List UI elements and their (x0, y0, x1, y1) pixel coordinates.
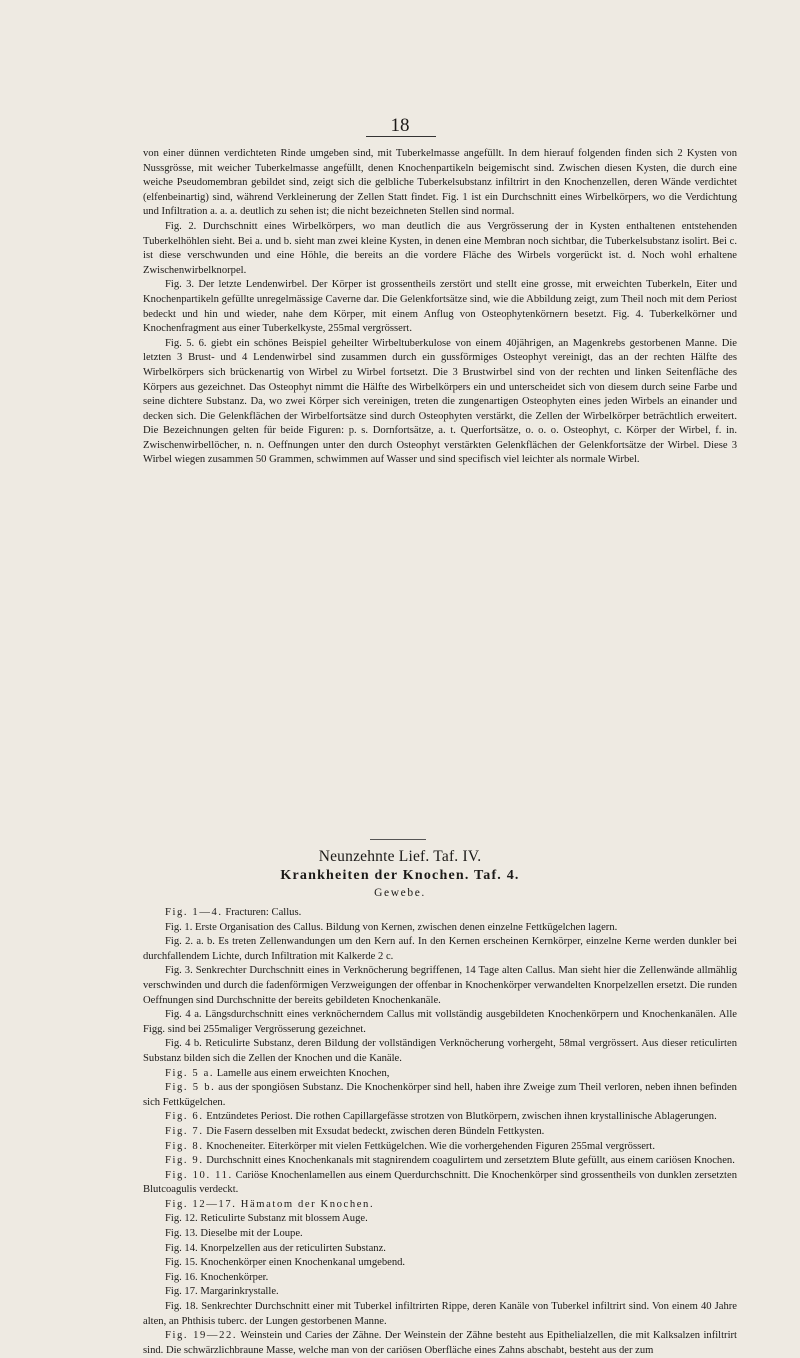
figure-entry (143, 906, 737, 921)
figure-text: Dieselbe mit der Loupe. (197, 1228, 303, 1240)
figure-label: Fig. 2. a. b. (165, 936, 215, 948)
paragraph: Fig. 3. Der letzte Lendenwirbel. Der Körper ist grossentheils zerstört und stellt eine grosse, mit erweichten Tuberkeln, Eiter und Knochenpartikeln gefüllte unregelmässige Caverne dar. Die Gelenkfortsätze sind, wie die Abbildung zeigt, zum Theil noch mit dem Periost bedeckt und hin und wieder, nahe dem Körper, mit einem Anflug von Osteophytenkörnern besetzt. Fig. 4. Tuberkelkörner und Knochenfragment aus einer Tuberkelkyste, 255mal vergrössert. (143, 279, 737, 335)
figure-entry (143, 1110, 737, 1125)
figure-label: Fig. 16. (165, 1271, 198, 1283)
figure-label: Fig. 1—4. (165, 907, 223, 918)
figure-label: Fig. 14. (165, 1242, 198, 1254)
figure-label: Fig. 19—22. (165, 1330, 238, 1342)
figure-entry (143, 1067, 737, 1082)
figure-entry (143, 1212, 737, 1227)
figure-label: Fig. 6. (165, 1111, 204, 1123)
figure-entry (143, 1169, 737, 1198)
figure-label: Fig. 12. (165, 1213, 198, 1225)
figure-entry (143, 1008, 737, 1037)
section-subsubtitle: Gewebe. (374, 887, 426, 899)
section-subtitle: Krankheiten der Knochen. Taf. 4. (280, 868, 520, 883)
figure-entry (143, 1271, 737, 1286)
figure-text: Reticulirte Substanz mit blossem Auge. (197, 1213, 368, 1225)
figure-entry (143, 1037, 737, 1066)
figure-label: Fig. 4 b. (165, 1038, 202, 1050)
figure-label: Fig. 4 a. (165, 1009, 202, 1021)
section-divider (370, 839, 426, 840)
page-number: 18 (390, 115, 410, 136)
figure-label: Fig. 18. (165, 1301, 199, 1313)
figure-label: Fig. 5 b. (165, 1082, 216, 1094)
figure-text: Knorpelzellen aus der reticulirten Substanz. (197, 1242, 386, 1254)
figure-text: Hämatom der Knochen. (236, 1198, 375, 1210)
paragraph: von einer dünnen verdichteten Rinde umgeben sind, mit Tuberkelmasse angefüllt. In dem hierauf folgenden finden sich 2 Kysten von Nussgrösse, mit weicher Tuberkelmasse angefüllt, denen Knochenpartikeln beigemischt sind. Zwischen diesen Kysten, die durch eine weiche Pseudomembran gebildet sind, zeigt sich die gelbliche Tuberkelsubstanz infiltrirt in den Knochenzellen, deren Wände verdichtet (elfenbeinartig) sind, während Verkleinerung der Zellen Statt findet. Fig. 1 ist ein Durchschnitt eines Wirbelkörpers, wo die Verdichtung und Infiltration a. a. a. deutlich zu sehen ist; die nicht bezeichneten Stellen sind normal. (143, 148, 737, 218)
figure-label: Fig. 10. 11. (165, 1169, 233, 1181)
figure-label: Fig. 13. (165, 1228, 198, 1240)
figure-label: Fig. 9. (165, 1155, 204, 1167)
header-rule (366, 136, 436, 137)
figure-entry (143, 1140, 737, 1155)
figure-text: Knochenkörper einen Knochenkanal umgebend. (197, 1257, 406, 1269)
figure-text: Senkrechter Durchschnitt einer mit Tuberkel infiltrirten Rippe, deren Kanäle von Tuberkel infiltrirt sind. Von einem 40 Jahre alten, an Phthisis tuberc. der Lungen gestorbenen Manne. (143, 1301, 738, 1327)
section-title: Neunzehnte Lief. Taf. IV. (318, 848, 482, 865)
figure-entry (143, 1198, 737, 1213)
figure-text: Durchschnitt eines Knochenkanals mit stagnirendem coagulirtem und zersetztem Blute gefüllt, aus einem cariösen Knochen. (203, 1155, 735, 1167)
figure-text: Senkrechter Durchschnitt eines in Verknöcherung begriffenen, 14 Tage alten Callus. Man sieht hier die Zellenwände allmählig verschwinden und durch die fadenförmigen Verzweigungen der offenbar in Knochenkörper verwandelten Knorpelzellen ersetzt. Die runden Oeffnungen sind Durchschnitte der bereits gebildeten Knochenkanäle. (143, 965, 738, 1006)
figure-text: Lamelle aus einem erweichten Knochen, (214, 1067, 390, 1079)
figure-descriptions (143, 906, 737, 1358)
figure-entry (143, 1285, 737, 1300)
figure-label: Fig. 15. (165, 1257, 198, 1269)
figure-text: Margarinkrystalle. (197, 1286, 279, 1298)
figure-text: Weinstein und Caries der Zähne. Der Weinstein der Zähne besteht aus Epithelialzellen, die mit Kalksalzen infiltrirt sind. Die schwärzlichbraune Masse, welche man von der cariösen Oberfläche eines Zahns abschabt, besteht aus der zum (143, 1330, 737, 1356)
figure-label: Fig. 5 a. (165, 1067, 215, 1079)
figure-text: aus der spongiösen Substanz. Die Knochenkörper sind hell, haben ihre Zweige zum Theil verloren, neben ihnen befinden sich Fettkügelchen. (143, 1082, 737, 1108)
figure-text: Reticulirte Substanz, deren Bildung der vollständigen Verknöcherung vorhergeht, 58mal vergrössert. Aus dieser reticulirten Substanz bilden sich die Zellen der Knochen und die Kanäle. (143, 1038, 737, 1064)
figure-entry (143, 1256, 737, 1271)
figure-entry (143, 1329, 737, 1358)
paragraph: Fig. 5. 6. giebt ein schönes Beispiel geheilter Wirbeltuberkulose von einem 40jährigen, an Magenkrebs gestorbenen Manne. Die letzten 3 Brust- und 4 Lendenwirbel sind zusammen durch ein gussförmiges Osteophyt vereinigt, das an der rechten Hälfte des Wirbelkörpers sich brückenartig von Wirbel zu Wirbel fortsetzt. Die 3 Brustwirbel sind von der rechten und linken Seitenfläche des Körpers aus gezeichnet. Das Osteophyt nimmt die Hälfte des Wirbelkörpers ein und unterscheidet sich von diesem durch seine Farbe und seine dichtere Substanz. Da, wo zwei Körper sich vereinigen, treten die zungenartigen Osteophyten eines jeden Wirbels an einander und decken sich. Die Gelenkflächen der Wirbelfortsätze sind durch Osteophyten verstärkt, die Zellen der Wirbelkörper beträchtlich erweitert. Die Bezeichnungen gelten für beide Figuren: p. s. Dornfortsätze, a. t. Querfortsätze, o. o. o. Osteophyt, c. Körper der Wirbel, f. in. Zwischenwirbellöcher, n. n. Oeffnungen unter den durch Osteophyt verstärkten Gelenkflächen der Gelenkfortsätze der Wirbel. Diese 3 Wirbel wiegen zusammen 50 Grammen, schwimmen auf Wasser und sind specifisch viel leichter als normale Wirbel. (143, 337, 737, 466)
figure-text: Es treten Zellenwandungen um den Kern auf. In den Kernen erscheinen Kernkörper, einzelne Kerne werden dunkler bei durchfallendem Lichte, durch Infiltration mit Kalkerde 2 c. (143, 936, 737, 962)
figure-label: Fig. 8. (165, 1140, 204, 1152)
figure-text: Erste Organisation des Callus. Bildung von Kernen, zwischen denen einzelne Fettkügelchen lagern. (192, 921, 618, 933)
figure-text: Fracturen: Callus. (222, 907, 302, 918)
paragraph: Fig. 2. Durchschnitt eines Wirbelkörpers, wo man deutlich die aus Vergrösserung der in Kysten enthaltenen entstehenden Tuberkelhöhlen sieht. Bei a. und b. sieht man zwei kleine Kysten, in denen eine Membran noch sichtbar, die Tuberkelsubstanz isolirt. Bei c. ist diese verschwunden und eine Höhle, die bereits an die vordere Fläche des Wirbels vorgerückt ist. d. Noch wohl erhaltene Zwischenwirbelknorpel. (143, 220, 737, 276)
figure-text: Cariöse Knochenlamellen aus einem Querdurchschnitt. Die Knochenkörper sind grossentheils von dunklen zersetzten Blutcoagulis verdeckt. (143, 1169, 737, 1196)
figure-label: Fig. 17. (165, 1286, 198, 1298)
figure-label: Fig. 12—17. (165, 1198, 237, 1210)
figure-entry (143, 921, 737, 936)
figure-entry (143, 1242, 737, 1257)
figure-label: Fig. 3. (165, 965, 193, 977)
figure-text: Knocheneiter. Eiterkörper mit vielen Fettkügelchen. Wie die vorhergehenden Figuren 255mal vergrössert. (203, 1140, 656, 1152)
figure-text: Entzündetes Periost. Die rothen Capillargefässe strotzen von Blutkörpern, zwischen ihnen krystallinische Ablagerungen. (203, 1111, 717, 1123)
figure-entry (143, 964, 737, 1008)
figure-entry (143, 1081, 737, 1110)
figure-label: Fig. 1. (165, 921, 193, 933)
continued-text-block (143, 147, 737, 468)
figure-entry (143, 1154, 737, 1169)
figure-text: Längsdurchschnitt eines verknöcherndem Callus mit vollständig ausgebildeten Knochenkörpern und Knochenkanälen. Alle Figg. sind bei 255maliger Vergrösserung gezeichnet. (143, 1009, 737, 1035)
figure-entry (143, 935, 737, 964)
figure-text: Knochenkörper. (197, 1271, 269, 1283)
figure-entry (143, 1300, 737, 1329)
figure-text: Die Fasern desselben mit Exsudat bedeckt, zwischen deren Bündeln Fettkysten. (203, 1125, 545, 1137)
figure-entry (143, 1125, 737, 1140)
figure-entry (143, 1227, 737, 1242)
figure-label: Fig. 7. (165, 1125, 204, 1137)
